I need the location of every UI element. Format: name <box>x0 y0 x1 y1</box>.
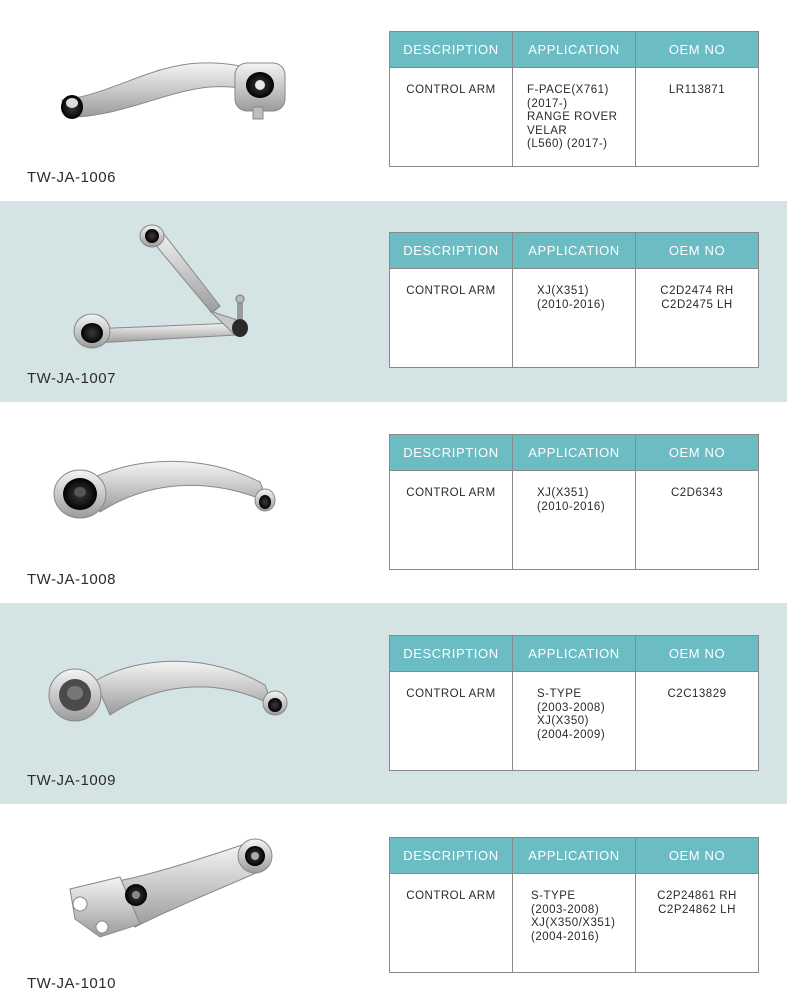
application-line: (2017-) <box>527 97 568 110</box>
header-application: APPLICATION <box>513 233 636 269</box>
description-cell: CONTROL ARM <box>390 874 513 973</box>
control-arm-image <box>40 643 300 783</box>
application-line: (2010-2016) <box>537 298 606 311</box>
header-oem: OEM NO <box>636 838 759 874</box>
spec-table <box>389 635 759 771</box>
application-line: (2003-2008) <box>531 903 600 916</box>
header-application: APPLICATION <box>513 32 636 68</box>
application-line: XJ(X350/X351) <box>531 917 616 929</box>
application-line: S-TYPE <box>537 688 582 700</box>
product-row-4 <box>0 603 787 804</box>
application-cell <box>513 874 636 973</box>
part-code: TW-JA-1008 <box>27 571 116 588</box>
application-cell <box>513 672 636 771</box>
application-line: (L560) (2017-) <box>527 138 608 150</box>
oem-cell <box>636 672 759 771</box>
application-cell <box>513 269 636 368</box>
application-line: F-PACE(X761) <box>527 84 609 96</box>
application-line: RANGE ROVER <box>527 111 618 123</box>
control-arm-image <box>40 45 300 185</box>
header-oem: OEM NO <box>636 636 759 672</box>
product-row-1 <box>0 0 787 201</box>
description-cell: CONTROL ARM <box>390 269 513 368</box>
oem-cell <box>636 269 759 368</box>
oem-line: C2D2474 RH <box>660 285 734 297</box>
header-application: APPLICATION <box>513 435 636 471</box>
header-oem: OEM NO <box>636 233 759 269</box>
application-line: S-TYPE <box>531 890 576 902</box>
oem-cell <box>636 471 759 570</box>
oem-cell <box>636 874 759 973</box>
part-code: TW-JA-1007 <box>27 370 116 387</box>
control-arm-image <box>40 442 300 582</box>
application-line: (2003-2008) <box>537 701 606 714</box>
description-cell: CONTROL ARM <box>390 471 513 570</box>
header-description: DESCRIPTION <box>390 636 513 672</box>
part-code: TW-JA-1010 <box>27 975 116 992</box>
product-row-2 <box>0 201 787 402</box>
application-cell <box>513 68 636 167</box>
oem-line: C2P24861 RH <box>657 890 737 902</box>
spec-table <box>389 837 759 973</box>
application-line: VELAR <box>527 124 568 137</box>
oem-line: C2C13829 <box>667 688 727 700</box>
header-oem: OEM NO <box>636 435 759 471</box>
oem-line: C2D2475 LH <box>661 298 733 311</box>
application-line: XJ(X351) <box>537 487 589 499</box>
description-cell: CONTROL ARM <box>390 672 513 771</box>
header-description: DESCRIPTION <box>390 32 513 68</box>
header-description: DESCRIPTION <box>390 233 513 269</box>
control-arm-image <box>40 829 300 969</box>
description-cell: CONTROL ARM <box>390 68 513 167</box>
product-row-5 <box>0 804 787 1005</box>
oem-line: LR113871 <box>668 84 726 96</box>
application-line: (2004-2009) <box>537 728 606 741</box>
spec-table <box>389 232 759 368</box>
spec-table <box>389 434 759 570</box>
application-line: (2010-2016) <box>537 500 606 513</box>
spec-table <box>389 31 759 167</box>
header-description: DESCRIPTION <box>390 838 513 874</box>
header-oem: OEM NO <box>636 32 759 68</box>
application-line: XJ(X350) <box>537 715 589 727</box>
header-application: APPLICATION <box>513 636 636 672</box>
oem-line: C2D6343 <box>670 487 724 499</box>
part-code: TW-JA-1006 <box>27 169 116 186</box>
application-line: XJ(X351) <box>537 285 589 297</box>
header-description: DESCRIPTION <box>390 435 513 471</box>
oem-cell <box>636 68 759 167</box>
oem-line: C2P24862 LH <box>658 903 736 916</box>
header-application: APPLICATION <box>513 838 636 874</box>
control-arm-image <box>40 211 300 351</box>
product-row-3 <box>0 402 787 603</box>
part-code: TW-JA-1009 <box>27 772 116 789</box>
application-line: (2004-2016) <box>531 930 600 943</box>
application-cell <box>513 471 636 570</box>
